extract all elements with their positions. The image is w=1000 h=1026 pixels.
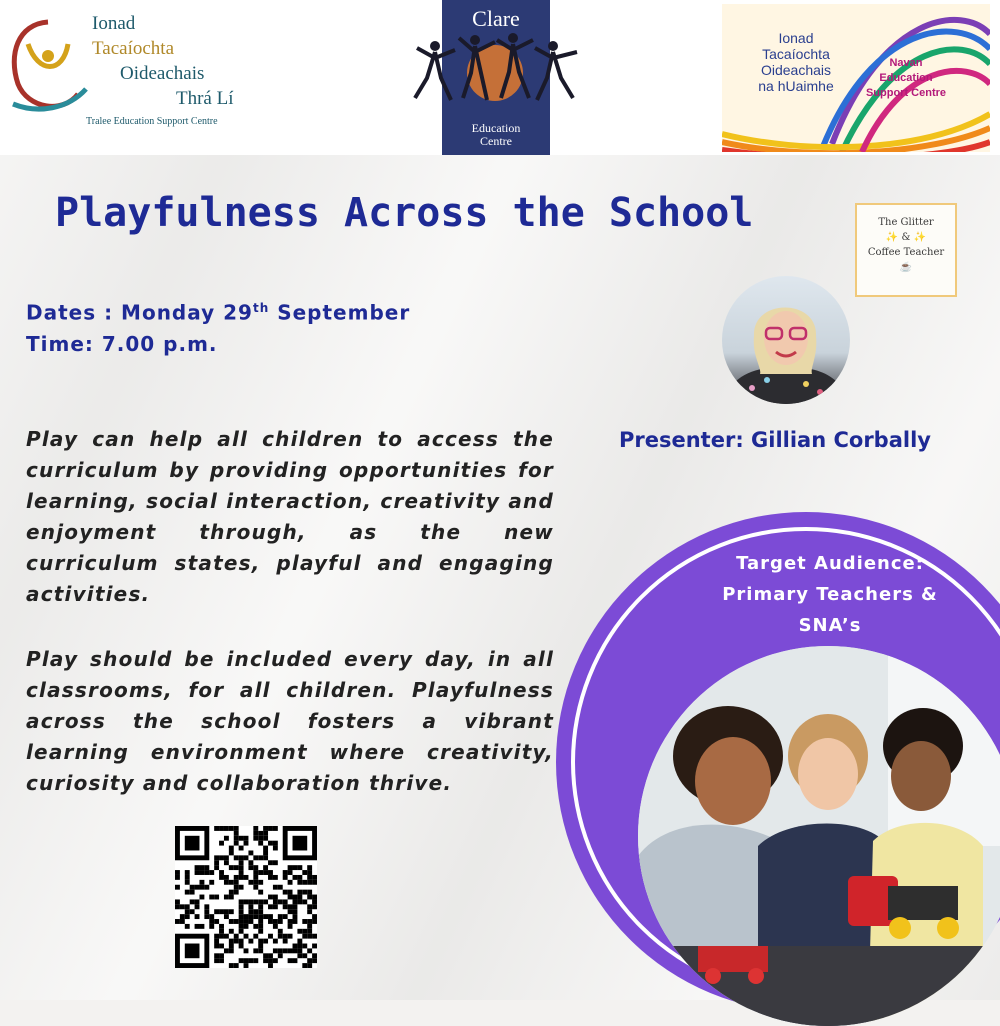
clare-title: Clare [472, 6, 520, 31]
tralee-line-2: Tacaíochta [92, 38, 175, 59]
navan-logo [722, 4, 990, 152]
description-paragraph-1: Play can help all children to access the curriculum by providing opportunities for learning, social interaction, creativity and enjoyment through, as the new curriculum states, playful and engaging activities. [26, 427, 554, 606]
tralee-subtitle: Tralee Education Support Centre [86, 116, 218, 127]
tralee-line-1: Ionad [92, 13, 136, 34]
audience-line-1: Target Audience: [736, 553, 924, 574]
description-paragraph-2: Play should be included every day, in all classrooms, for all children. Playfulness across the school fosters a vibrant learning environment where creativity, curiosity and collaboration thrive. [26, 647, 554, 795]
page-title: Playfulness Across the School [55, 190, 754, 236]
presenter-photo [722, 276, 850, 404]
navan-line-2: Tacaíochta [762, 46, 830, 62]
tralee-swirl-icon [8, 14, 88, 124]
tralee-line-4: Thrá Lí [176, 88, 234, 109]
navan-irish-name [736, 30, 856, 94]
date-suffix: th [252, 301, 270, 315]
date-month: September [269, 300, 411, 325]
qr-code-icon[interactable] [175, 826, 317, 968]
event-details [26, 293, 410, 360]
event-date [26, 293, 410, 329]
event-time: Time: 7.00 p.m. [26, 331, 218, 356]
glitter-line-2: ✨ & ✨ [885, 232, 927, 243]
qr-code-graphic [175, 826, 317, 968]
navan-english-1: Navan [889, 57, 923, 69]
children-robotics-photo [638, 646, 1000, 1026]
navan-english-3: Support Centre [865, 87, 947, 99]
clare-subtitle-line2: Centre [480, 134, 512, 148]
clare-subtitle [442, 122, 550, 148]
dancers-icon [405, 28, 585, 118]
tralee-logo [8, 12, 268, 137]
audience-line-3: SNA’s [798, 615, 862, 636]
coffee-cup-icon: ☕ [899, 262, 913, 273]
glitter-line-3: Coffee Teacher [867, 247, 945, 258]
navan-line-1: Ionad [778, 30, 814, 46]
tralee-line-3: Oideachais [120, 63, 205, 84]
navan-english-name [858, 56, 954, 101]
navan-line-4: na hUaimhe [758, 78, 834, 94]
clare-subtitle-line1: Education [471, 121, 521, 135]
presenter-portrait-icon [722, 276, 850, 404]
date-text: Dates : Monday 29 [26, 300, 253, 325]
audience-line-2: Primary Teachers & [722, 584, 938, 605]
glitter-coffee-logo [855, 203, 957, 297]
navan-line-3: Oideachais [760, 62, 832, 78]
presenter-name: Presenter: Gillian Corbally [619, 428, 931, 452]
navan-english-2: Education [879, 72, 933, 84]
glitter-line-1: The Glitter [878, 217, 934, 228]
target-audience [680, 548, 980, 641]
children-illustration [638, 646, 1000, 1026]
